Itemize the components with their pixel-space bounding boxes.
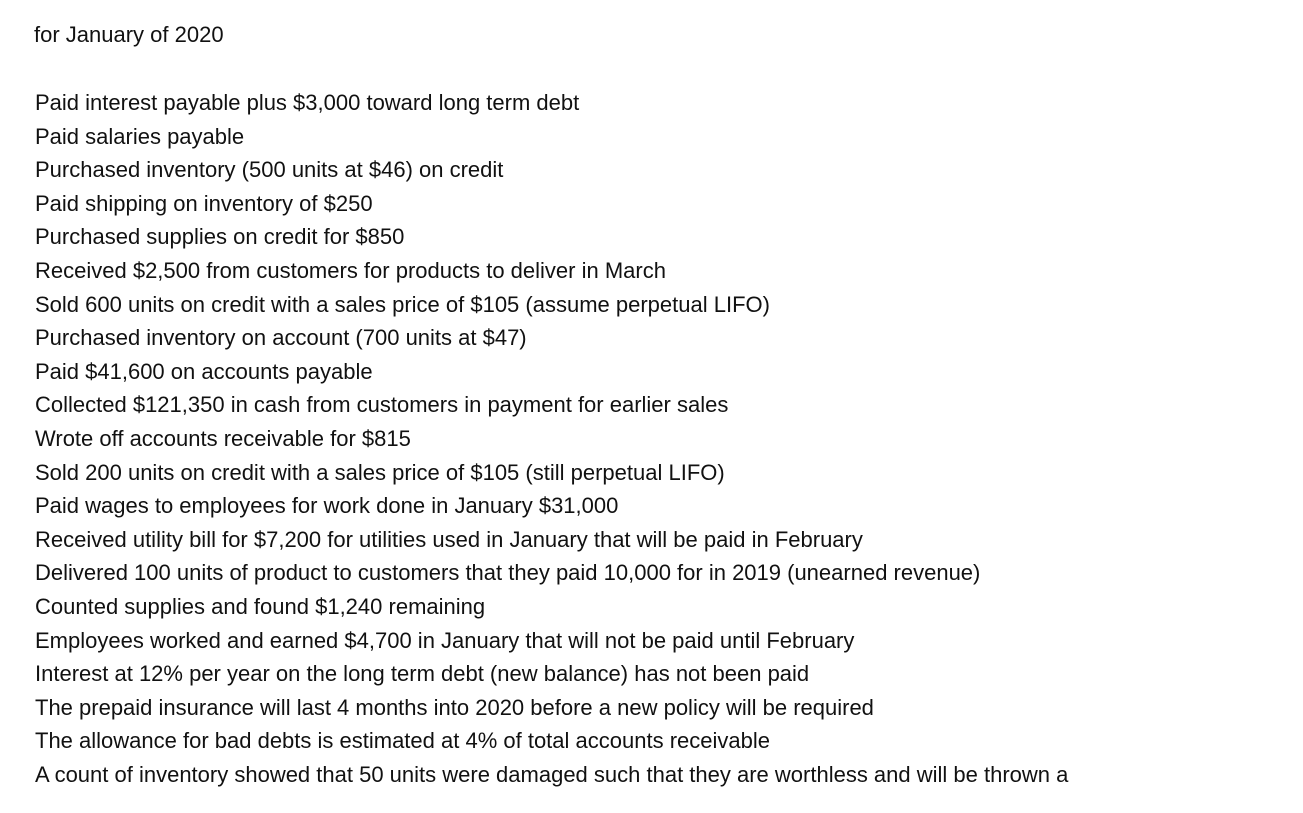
transaction-line-8: Purchased inventory on account (700 units at $47) xyxy=(35,325,527,351)
transaction-line-1: Paid interest payable plus $3,000 toward long term debt xyxy=(35,90,580,115)
transaction-line-4: Paid shipping on inventory of $250 xyxy=(35,190,373,216)
transaction-line-14: Received utility bill for $7,200 for utilities used in January that will be paid in February xyxy=(35,526,863,552)
transaction-line-21: A count of inventory showed that 50 units were damaged such that they are worthless and will be thrown a xyxy=(35,761,1069,787)
transaction-line-5: Purchased supplies on credit for $850 xyxy=(35,224,405,250)
document-heading: for January of 2020 xyxy=(34,22,224,47)
transaction-list xyxy=(35,86,1155,791)
transaction-line-13: Paid wages to employees for work done in January $31,000 xyxy=(35,493,619,519)
transaction-line-18: Interest at 12% per year on the long term debt (new balance) has not been paid xyxy=(35,661,810,687)
transaction-line-7: Sold 600 units on credit with a sales price of $105 (assume perpetual LIFO) xyxy=(35,291,770,317)
transaction-line-17: Employees worked and earned $4,700 in January that will not be paid until February xyxy=(35,627,855,653)
transaction-line-10: Collected $121,350 in cash from customers in payment for earlier sales xyxy=(35,392,729,418)
transaction-line-9: Paid $41,600 on accounts payable xyxy=(35,358,373,384)
transaction-line-3: Purchased inventory (500 units at $46) on credit xyxy=(35,157,504,183)
transaction-line-19: The prepaid insurance will last 4 months into 2020 before a new policy will be required xyxy=(35,694,874,720)
transaction-line-2: Paid salaries payable xyxy=(35,123,245,149)
transaction-line-6: Received $2,500 from customers for products to deliver in March xyxy=(35,257,666,283)
transaction-line-11: Wrote off accounts receivable for $815 xyxy=(35,425,411,451)
transaction-line-12: Sold 200 units on credit with a sales price of $105 (still perpetual LIFO) xyxy=(35,459,725,485)
transaction-line-15: Delivered 100 units of product to customers that they paid 10,000 for in 2019 (unearned revenue) xyxy=(35,560,981,586)
transaction-line-16: Counted supplies and found $1,240 remaining xyxy=(35,593,486,619)
transaction-line-20: The allowance for bad debts is estimated at 4% of total accounts receivable xyxy=(35,728,770,754)
